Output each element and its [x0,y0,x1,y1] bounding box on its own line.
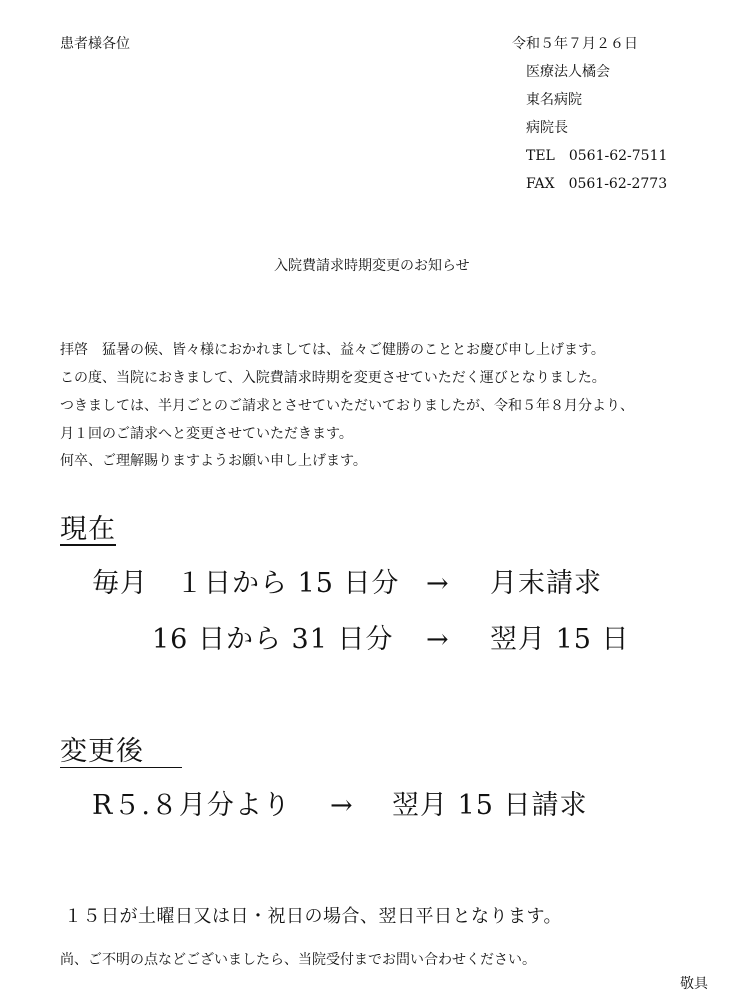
current-heading: 現在 [60,514,116,545]
closing-line: 尚、ご不明の点などございましたら、当院受付までお問い合わせください。 [60,952,536,968]
tel-number: TEL 0561-62-7511 [526,148,668,164]
addressee: 患者様各位 [60,36,130,52]
after-heading-underline [60,767,182,768]
after-heading-text: 変更後 [60,736,144,767]
letter-date: 令和５年７月２６日 [512,36,638,52]
body-line-5: 何卒、ご理解賜りますようお願い申し上げます。 [60,453,367,469]
weekend-note: １５日が土曜日又は日・祝日の場合、翌日平日となります。 [64,906,563,927]
current-row2-label: 16 日から 31 日分 [152,624,394,655]
after-heading [60,734,144,770]
current-row1-label: 毎月 １日から 15 日分 [92,568,400,599]
arrow-icon: → [330,790,354,821]
body-line-4: 月１回のご請求へと変更させていただきます。 [60,426,353,442]
organization-name: 医療法人橘会 [526,64,610,80]
hospital-name: 東名病院 [526,92,582,108]
body-line-1: 拝啓 猛暑の候、皆々様におかれましては、益々ご健勝のこととお慶び申し上げます。 [60,342,605,358]
current-row2-result: 翌月 15 日 [490,624,630,655]
sender-title: 病院長 [526,120,568,136]
after-row-result: 翌月 15 日請求 [392,790,588,821]
current-row1-result: 月末請求 [490,568,602,599]
after-row-label: R５.８月分より [92,790,291,821]
arrow-icon: → [426,624,450,655]
arrow-icon: → [426,568,450,599]
sign-off: 敬具 [680,976,708,992]
fax-number: FAX 0561-62-2773 [526,176,668,192]
body-line-2: この度、当院におきまして、入院費請求時期を変更させていただく運びとなりました。 [60,370,606,386]
body-line-3: つきましては、半月ごとのご請求とさせていただいておりましたが、令和５年８月分より、 [60,398,634,414]
notice-title: 入院費請求時期変更のお知らせ [274,258,470,274]
